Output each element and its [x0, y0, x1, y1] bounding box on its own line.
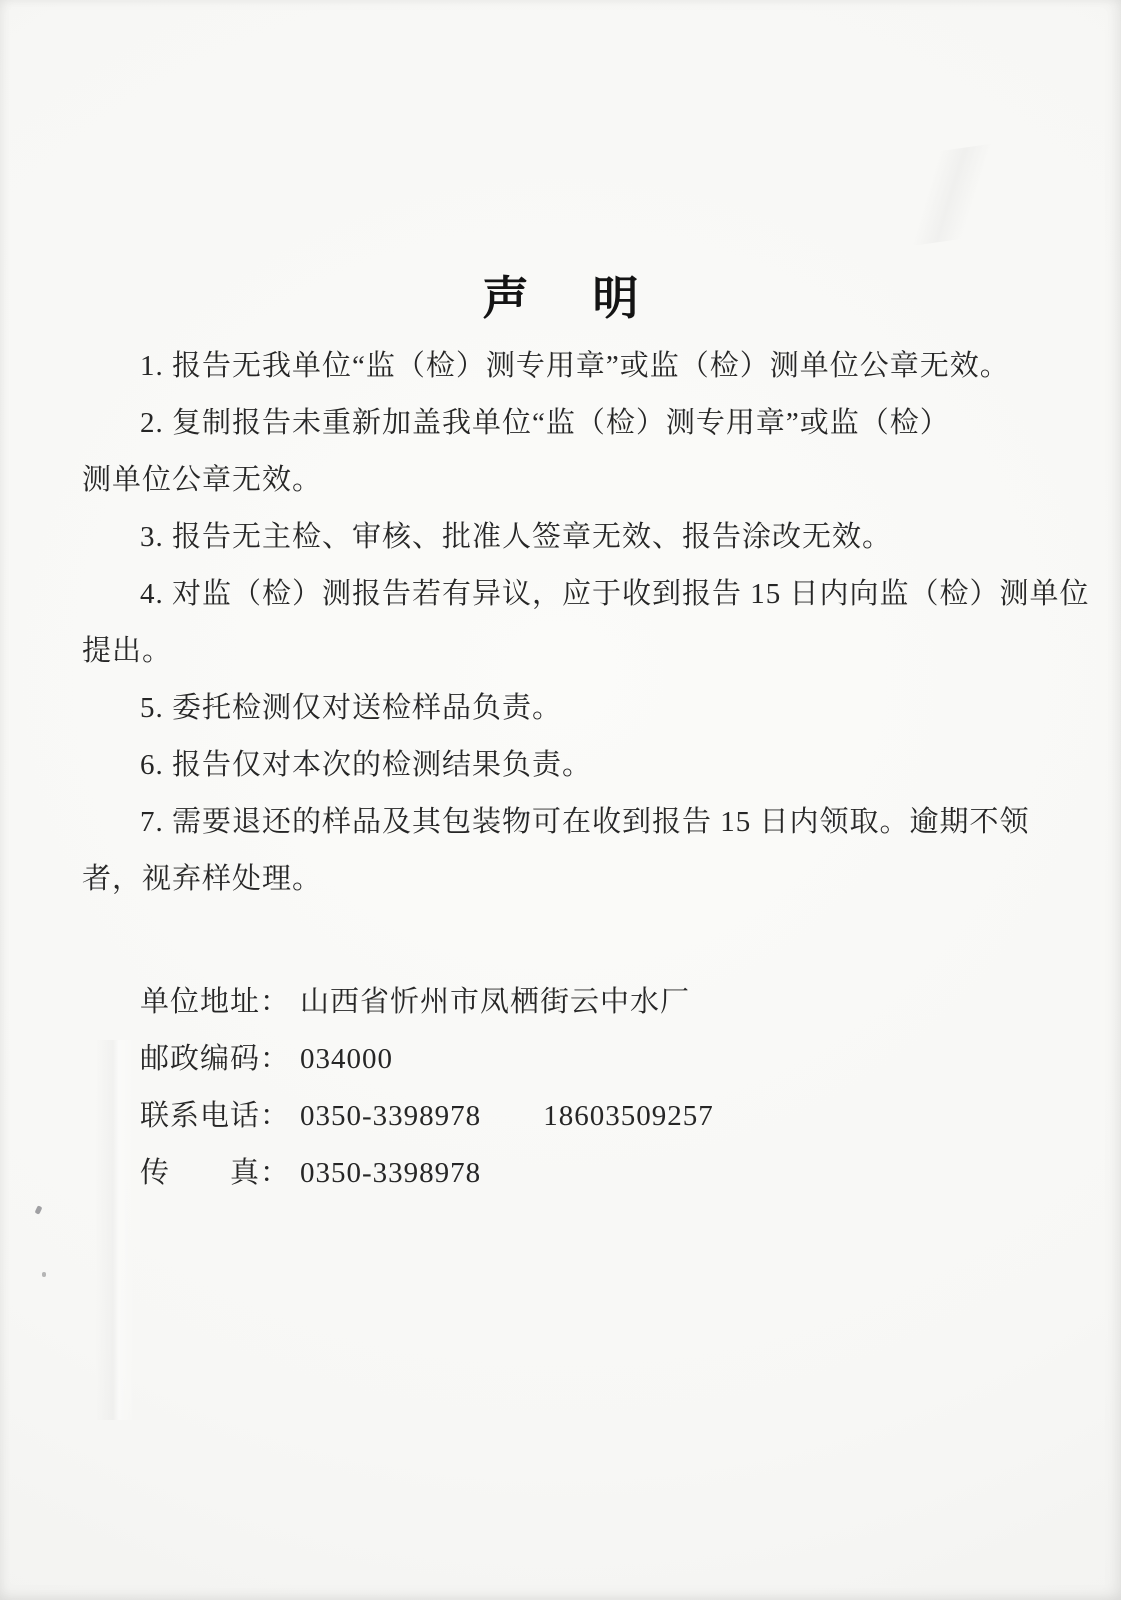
- declaration-item-6: 6. 报告仅对本次的检测结果负责。: [140, 749, 593, 781]
- contact-address-row: [140, 974, 1043, 1031]
- phone-value-1: 0350-3398978: [300, 1100, 482, 1132]
- contact-postal-row: [140, 1031, 1043, 1088]
- declaration-item-2: 2. 复制报告未重新加盖我单位“监（检）测专用章”或监（检）: [140, 407, 950, 439]
- contact-phone-row: [140, 1088, 1043, 1145]
- declaration-item-4: 4. 对监（检）测报告若有异议，应于收到报告 15 日内向监（检）测单位: [140, 578, 1090, 610]
- declaration-item-1: 1. 报告无我单位“监（检）测专用章”或监（检）测单位公章无效。: [140, 350, 1010, 382]
- scan-speck: [42, 1272, 46, 1277]
- phone-value-2: 18603509257: [543, 1100, 714, 1132]
- declaration-item-3: 3. 报告无主检、审核、批准人签章无效、报告涂改无效。: [140, 521, 893, 553]
- address-label: 单位地址：: [140, 986, 291, 1018]
- title-char-1: 声: [482, 272, 529, 324]
- declaration-body: [0, 338, 1121, 1202]
- postal-code-label: 邮政编码：: [140, 1043, 291, 1075]
- address-value: 山西省忻州市凤栖街云中水厂: [300, 986, 691, 1018]
- fax-value: 0350-3398978: [300, 1157, 482, 1189]
- phone-label: 联系电话：: [140, 1100, 291, 1132]
- title-char-2: 明: [592, 272, 639, 324]
- fax-label: 传 真：: [140, 1157, 291, 1189]
- declaration-item-2-continued: 测单位公章无效。: [82, 464, 323, 496]
- declaration-item-5: 5. 委托检测仅对送检样品负责。: [140, 692, 563, 724]
- scan-speck: [35, 1205, 43, 1214]
- contact-fax-row: [140, 1145, 1043, 1202]
- declaration-item-7: 7. 需要退还的样品及其包装物可在收到报告 15 日内领取。逾期不领: [140, 806, 1030, 838]
- declaration-item-7-continued: 者，视弃样处理。: [82, 863, 323, 895]
- postal-code-value: 034000: [300, 1043, 394, 1075]
- contact-info-block: [82, 974, 1043, 1202]
- declaration-item-4-continued: 提出。: [82, 635, 173, 667]
- page-title: [0, 0, 1121, 322]
